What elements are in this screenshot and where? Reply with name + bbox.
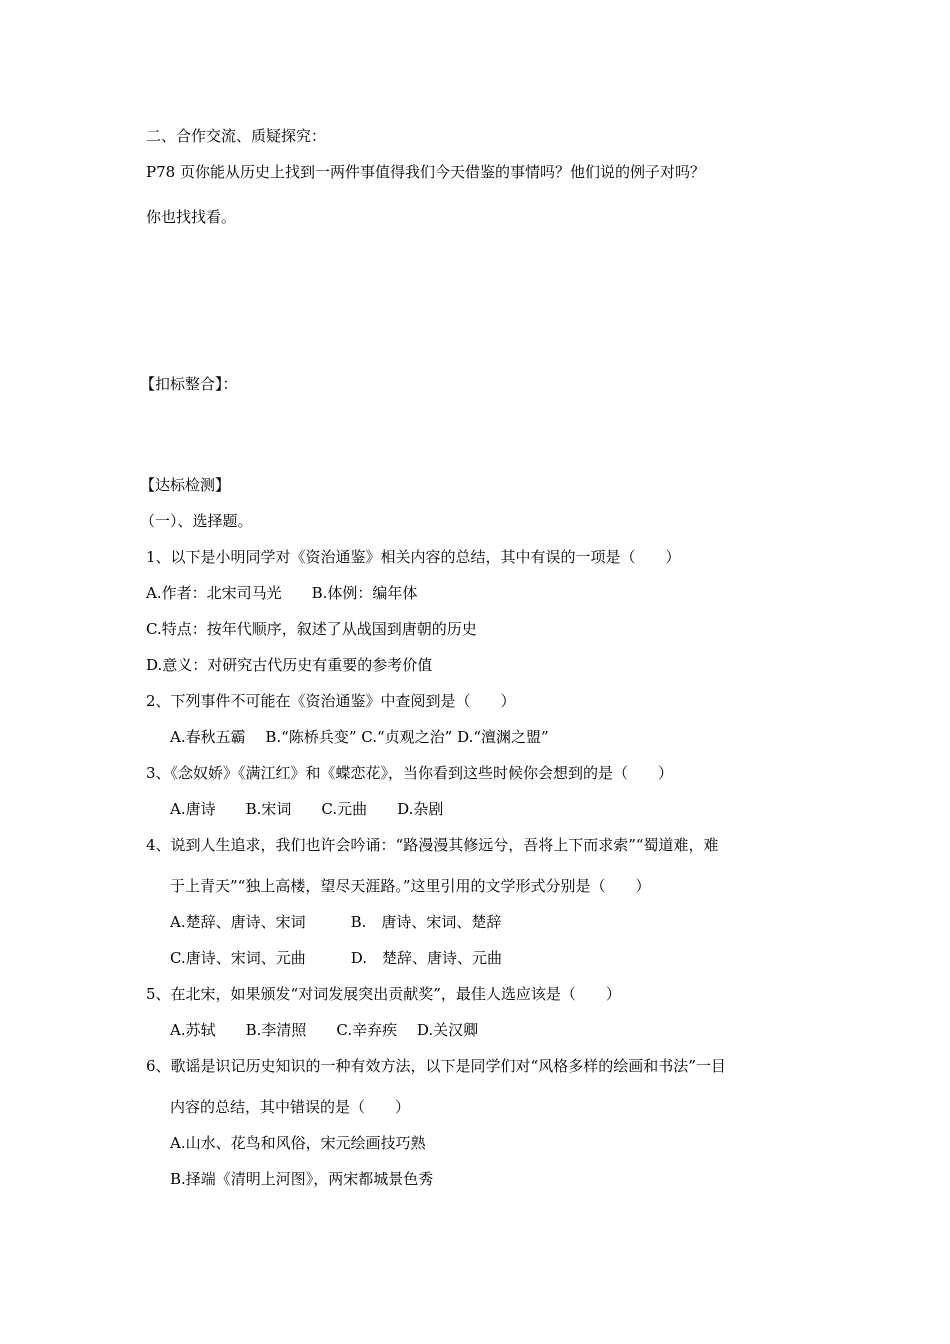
- q4-stem-continued: 于上青天”“独上高楼，望尽天涯路。”这里引用的文学形式分别是（ ）: [170, 877, 651, 895]
- q5-stem: 5、在北宋，如果颁发“对词发展突出贡献奖”，最佳人选应该是（ ）: [146, 985, 621, 1003]
- dabiao-heading: 【达标检测】: [140, 476, 231, 494]
- q4-stem: 4、说到人生追求，我们也许会吟诵：“路漫漫其修远兮，吾将上下而求索”“蜀道难，难: [146, 836, 719, 854]
- koubiao-heading: 【扣标整合】：: [140, 375, 238, 393]
- q6-stem-continued: 内容的总结，其中错误的是（ ）: [170, 1098, 411, 1116]
- q1-option-c: C.特点：按年代顺序，叙述了从战国到唐朝的历史: [146, 620, 477, 638]
- question-text: P78 页你能从历史上找到一两件事值得我们今天借鉴的事情吗？他们说的例子对吗？: [146, 163, 705, 181]
- q3-options: A.唐诗 B.宋词 C.元曲 D.杂剧: [170, 800, 444, 818]
- q3-stem: 3、《念奴娇》《满江红》和《蝶恋花》，当你看到这些时候你会想到的是（ ）: [146, 764, 674, 782]
- q4-options-ab: A.楚辞、唐诗、宋词 B. 唐诗、宋词、楚辞: [170, 913, 502, 931]
- question-text-continued: 你也找找看。: [146, 208, 237, 226]
- q2-options: A.春秋五霸 B.“陈桥兵变” C.“贞观之治” D.“澶渊之盟”: [170, 728, 549, 746]
- q1-options-ab: A.作者：北宋司马光 B.体例：编年体: [146, 584, 418, 602]
- q1-option-d: D.意义：对研究古代历史有重要的参考价值: [146, 656, 433, 674]
- q1-stem: 1、以下是小明同学对《资治通鉴》相关内容的总结，其中有误的一项是（ ）: [146, 548, 681, 566]
- q5-options: A.苏轼 B.李清照 C.辛弃疾 D.关汉卿: [170, 1021, 479, 1039]
- subsection-heading: （一）、选择题。: [140, 512, 253, 530]
- q4-options-cd: C.唐诗、宋词、元曲 D. 楚辞、唐诗、元曲: [170, 949, 502, 967]
- q6-option-a: A.山水、花鸟和风俗，宋元绘画技巧熟: [170, 1134, 426, 1152]
- q6-stem: 6、歌谣是识记历史知识的一种有效方法，以下是同学们对“风格多样的绘画和书法”一目: [146, 1057, 726, 1075]
- section-heading: 二、合作交流、质疑探究：: [146, 127, 327, 145]
- q2-stem: 2、下列事件不可能在《资治通鉴》中查阅到是（ ）: [146, 692, 516, 710]
- q6-option-b: B.择端《清明上河图》，两宋都城景色秀: [170, 1170, 434, 1188]
